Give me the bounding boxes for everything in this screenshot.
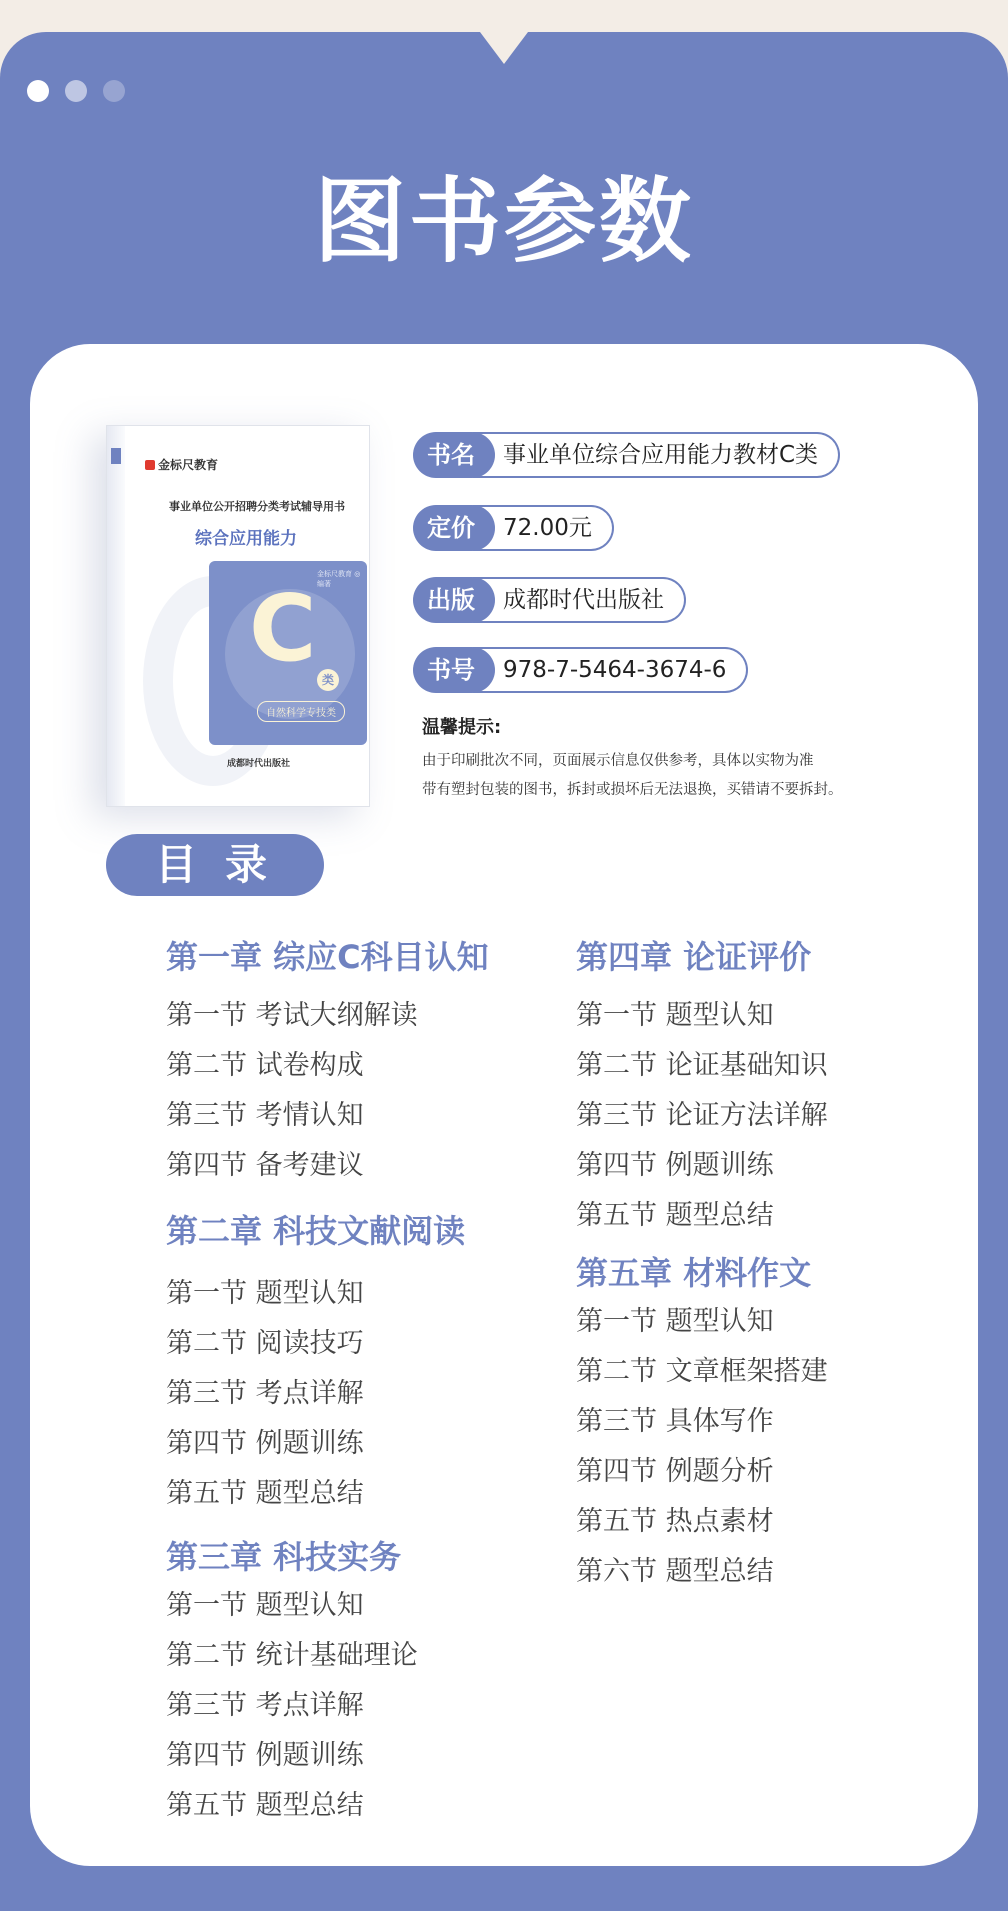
section-item: 第四节 例题训练 bbox=[166, 1740, 364, 1771]
section-item: 第五节 题型总结 bbox=[166, 1790, 364, 1821]
section-item: 第一节 题型认知 bbox=[166, 1590, 364, 1621]
book-spine bbox=[107, 426, 125, 806]
section-item: 第一节 题型认知 bbox=[576, 1000, 774, 1031]
section-item: 第五节 题型总结 bbox=[576, 1200, 774, 1231]
section-item: 第五节 热点素材 bbox=[576, 1506, 774, 1537]
section-item: 第一节 题型认知 bbox=[576, 1306, 774, 1337]
info-value: 72.00元 bbox=[473, 505, 614, 551]
section-item: 第二节 试卷构成 bbox=[166, 1050, 364, 1081]
section-item: 第二节 阅读技巧 bbox=[166, 1328, 364, 1359]
brand-logo-icon bbox=[145, 460, 155, 470]
cover-brand bbox=[145, 456, 218, 473]
chapter-title: 第二章 科技文献阅读 bbox=[166, 1212, 466, 1250]
section-item: 第二节 论证基础知识 bbox=[576, 1050, 828, 1081]
section-item: 第四节 例题训练 bbox=[166, 1428, 364, 1459]
section-item: 第四节 备考建议 bbox=[166, 1150, 364, 1181]
section-item: 第五节 题型总结 bbox=[166, 1478, 364, 1509]
info-label: 出版 bbox=[413, 577, 495, 623]
chapter-title: 第一章 综应C科目认知 bbox=[166, 938, 489, 976]
section-item: 第一节 考试大纲解读 bbox=[166, 1000, 418, 1031]
info-value: 成都时代出版社 bbox=[473, 577, 686, 623]
section-item: 第一节 题型认知 bbox=[166, 1278, 364, 1309]
toc-title-badge: 目录 bbox=[106, 834, 324, 896]
info-value: 978-7-5464-3674-6 bbox=[473, 647, 748, 693]
info-value: 事业单位综合应用能力教材C类 bbox=[473, 432, 840, 478]
section-item: 第二节 文章框架搭建 bbox=[576, 1356, 828, 1387]
chapter-title: 第五章 材料作文 bbox=[576, 1254, 812, 1292]
chapter-title: 第四章 论证评价 bbox=[576, 938, 812, 976]
tips-line-1: 由于印刷批次不同，页面展示信息仅供参考，具体以实物为准 bbox=[422, 753, 814, 769]
cover-authors: 金标尺教育 ◎ 编著 bbox=[317, 570, 361, 588]
dot-2 bbox=[65, 80, 87, 102]
section-item: 第四节 例题分析 bbox=[576, 1456, 774, 1487]
info-row-publisher bbox=[413, 577, 686, 623]
cover-series: 事业单位公开招聘分类考试辅导用书 bbox=[169, 500, 345, 513]
info-row-isbn bbox=[413, 647, 748, 693]
pagination-dots bbox=[27, 80, 125, 102]
cover-category: 自然科学专技类 bbox=[257, 701, 345, 722]
section-item: 第二节 统计基础理论 bbox=[166, 1640, 418, 1671]
dot-3 bbox=[103, 80, 125, 102]
tips-title: 温馨提示: bbox=[422, 717, 502, 738]
chapter-title: 第三章 科技实务 bbox=[166, 1538, 402, 1576]
info-row-price bbox=[413, 505, 614, 551]
section-item: 第三节 考情认知 bbox=[166, 1100, 364, 1131]
info-label: 书号 bbox=[413, 647, 495, 693]
page-title: 图书参数 bbox=[313, 168, 694, 275]
cover-panel bbox=[209, 561, 367, 745]
section-item: 第四节 例题训练 bbox=[576, 1150, 774, 1181]
section-item: 第三节 考点详解 bbox=[166, 1378, 364, 1409]
section-item: 第六节 题型总结 bbox=[576, 1556, 774, 1587]
info-label: 书名 bbox=[413, 432, 495, 478]
cover-letter: C bbox=[249, 575, 317, 682]
info-row-title bbox=[413, 432, 840, 478]
cover-brand-text: 金标尺教育 bbox=[158, 458, 219, 472]
section-item: 第三节 具体写作 bbox=[576, 1406, 774, 1437]
dot-1 bbox=[27, 80, 49, 102]
tips-line-2: 带有塑封包装的图书，拆封或损坏后无法退换，买错请不要拆封。 bbox=[422, 782, 843, 798]
book-cover-image bbox=[106, 425, 370, 807]
spine-mark bbox=[111, 448, 121, 464]
cover-category-suffix: 类 bbox=[317, 669, 339, 691]
section-item: 第三节 考点详解 bbox=[166, 1690, 364, 1721]
cover-publisher: 成都时代出版社 bbox=[227, 759, 291, 769]
info-label: 定价 bbox=[413, 505, 495, 551]
cover-title: 综合应用能力 bbox=[195, 529, 297, 549]
section-item: 第三节 论证方法详解 bbox=[576, 1100, 828, 1131]
